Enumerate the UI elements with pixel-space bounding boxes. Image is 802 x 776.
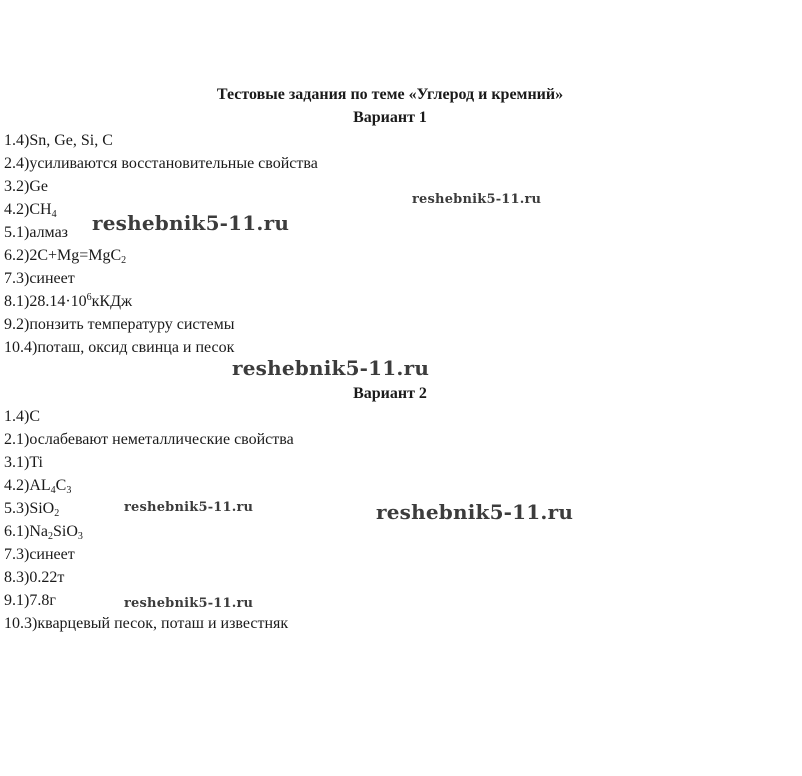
v2-answer-4 — [4, 477, 71, 495]
v2-answer-4-text: 4.2)AL — [4, 477, 51, 494]
v2-answer-6-subscript-1: 2 — [47, 531, 53, 542]
watermark: reshebnik5-11.ru — [124, 596, 254, 611]
v1-answer-7: 7.3)синеет — [4, 270, 75, 287]
variant-2-heading: Вариант 2 — [353, 385, 427, 402]
v2-answer-4-subscript-2: 3 — [66, 485, 72, 496]
v2-answer-6-text: 6.1)Na — [4, 523, 48, 540]
v2-answer-5-subscript: 2 — [54, 508, 60, 519]
v1-answer-6 — [4, 247, 126, 265]
watermark: reshebnik5-11.ru — [232, 356, 430, 380]
watermark: reshebnik5-11.ru — [412, 192, 542, 207]
v2-answer-6-element: SiO — [52, 523, 78, 540]
v2-answer-5 — [4, 500, 59, 518]
variant-1-heading: Вариант 1 — [353, 109, 427, 126]
v2-answer-5-text: 5.3)SiO — [4, 500, 55, 517]
v2-answer-3: 3.1)Ti — [4, 454, 43, 471]
v2-answer-10: 10.3)кварцевый песок, поташ и известняк — [4, 615, 289, 632]
document-title: Тестовые задания по теме «Углерод и кремний» — [216, 86, 564, 103]
v2-answer-4-subscript-1: 4 — [50, 485, 56, 496]
v2-answer-1: 1.4)C — [4, 408, 40, 425]
v1-answer-2: 2.4)усиливаются восстановительные свойства — [4, 155, 318, 172]
v1-answer-5: 5.1)алмаз — [4, 224, 68, 241]
v1-answer-3: 3.2)Ge — [4, 178, 48, 195]
v2-answer-2: 2.1)ослабевают неметаллические свойства — [4, 431, 294, 448]
v1-answer-4 — [4, 201, 57, 219]
watermark: reshebnik5-11.ru — [124, 500, 254, 515]
v1-answer-4-text: 4.2)CH — [4, 201, 52, 218]
v1-answer-8 — [4, 293, 132, 311]
v1-answer-6-text: 6.2)2C+Mg=MgC — [4, 247, 122, 264]
v1-answer-8-superscript: 6 — [86, 292, 92, 303]
v1-answer-8-text: 8.1)28.14·10 — [4, 293, 87, 310]
v1-answer-8-unit: кКДж — [91, 293, 133, 310]
v1-answer-9: 9.2)понзить температуру системы — [4, 316, 235, 333]
v1-answer-4-subscript: 4 — [51, 209, 57, 220]
v2-answer-7: 7.3)синеет — [4, 546, 75, 563]
watermark: reshebnik5-11.ru — [92, 211, 290, 235]
v1-answer-10: 10.4)поташ, оксид свинца и песок — [4, 339, 235, 356]
watermark: reshebnik5-11.ru — [376, 500, 574, 524]
v2-answer-9: 9.1)7.8г — [4, 592, 56, 609]
v2-answer-6 — [4, 523, 83, 541]
v2-answer-8: 8.3)0.22т — [4, 569, 65, 586]
v1-answer-1: 1.4)Sn, Ge, Si, C — [4, 132, 113, 149]
v2-answer-6-subscript-2: 3 — [77, 531, 83, 542]
v1-answer-6-subscript: 2 — [121, 255, 127, 266]
v2-answer-4-element: C — [55, 477, 67, 494]
